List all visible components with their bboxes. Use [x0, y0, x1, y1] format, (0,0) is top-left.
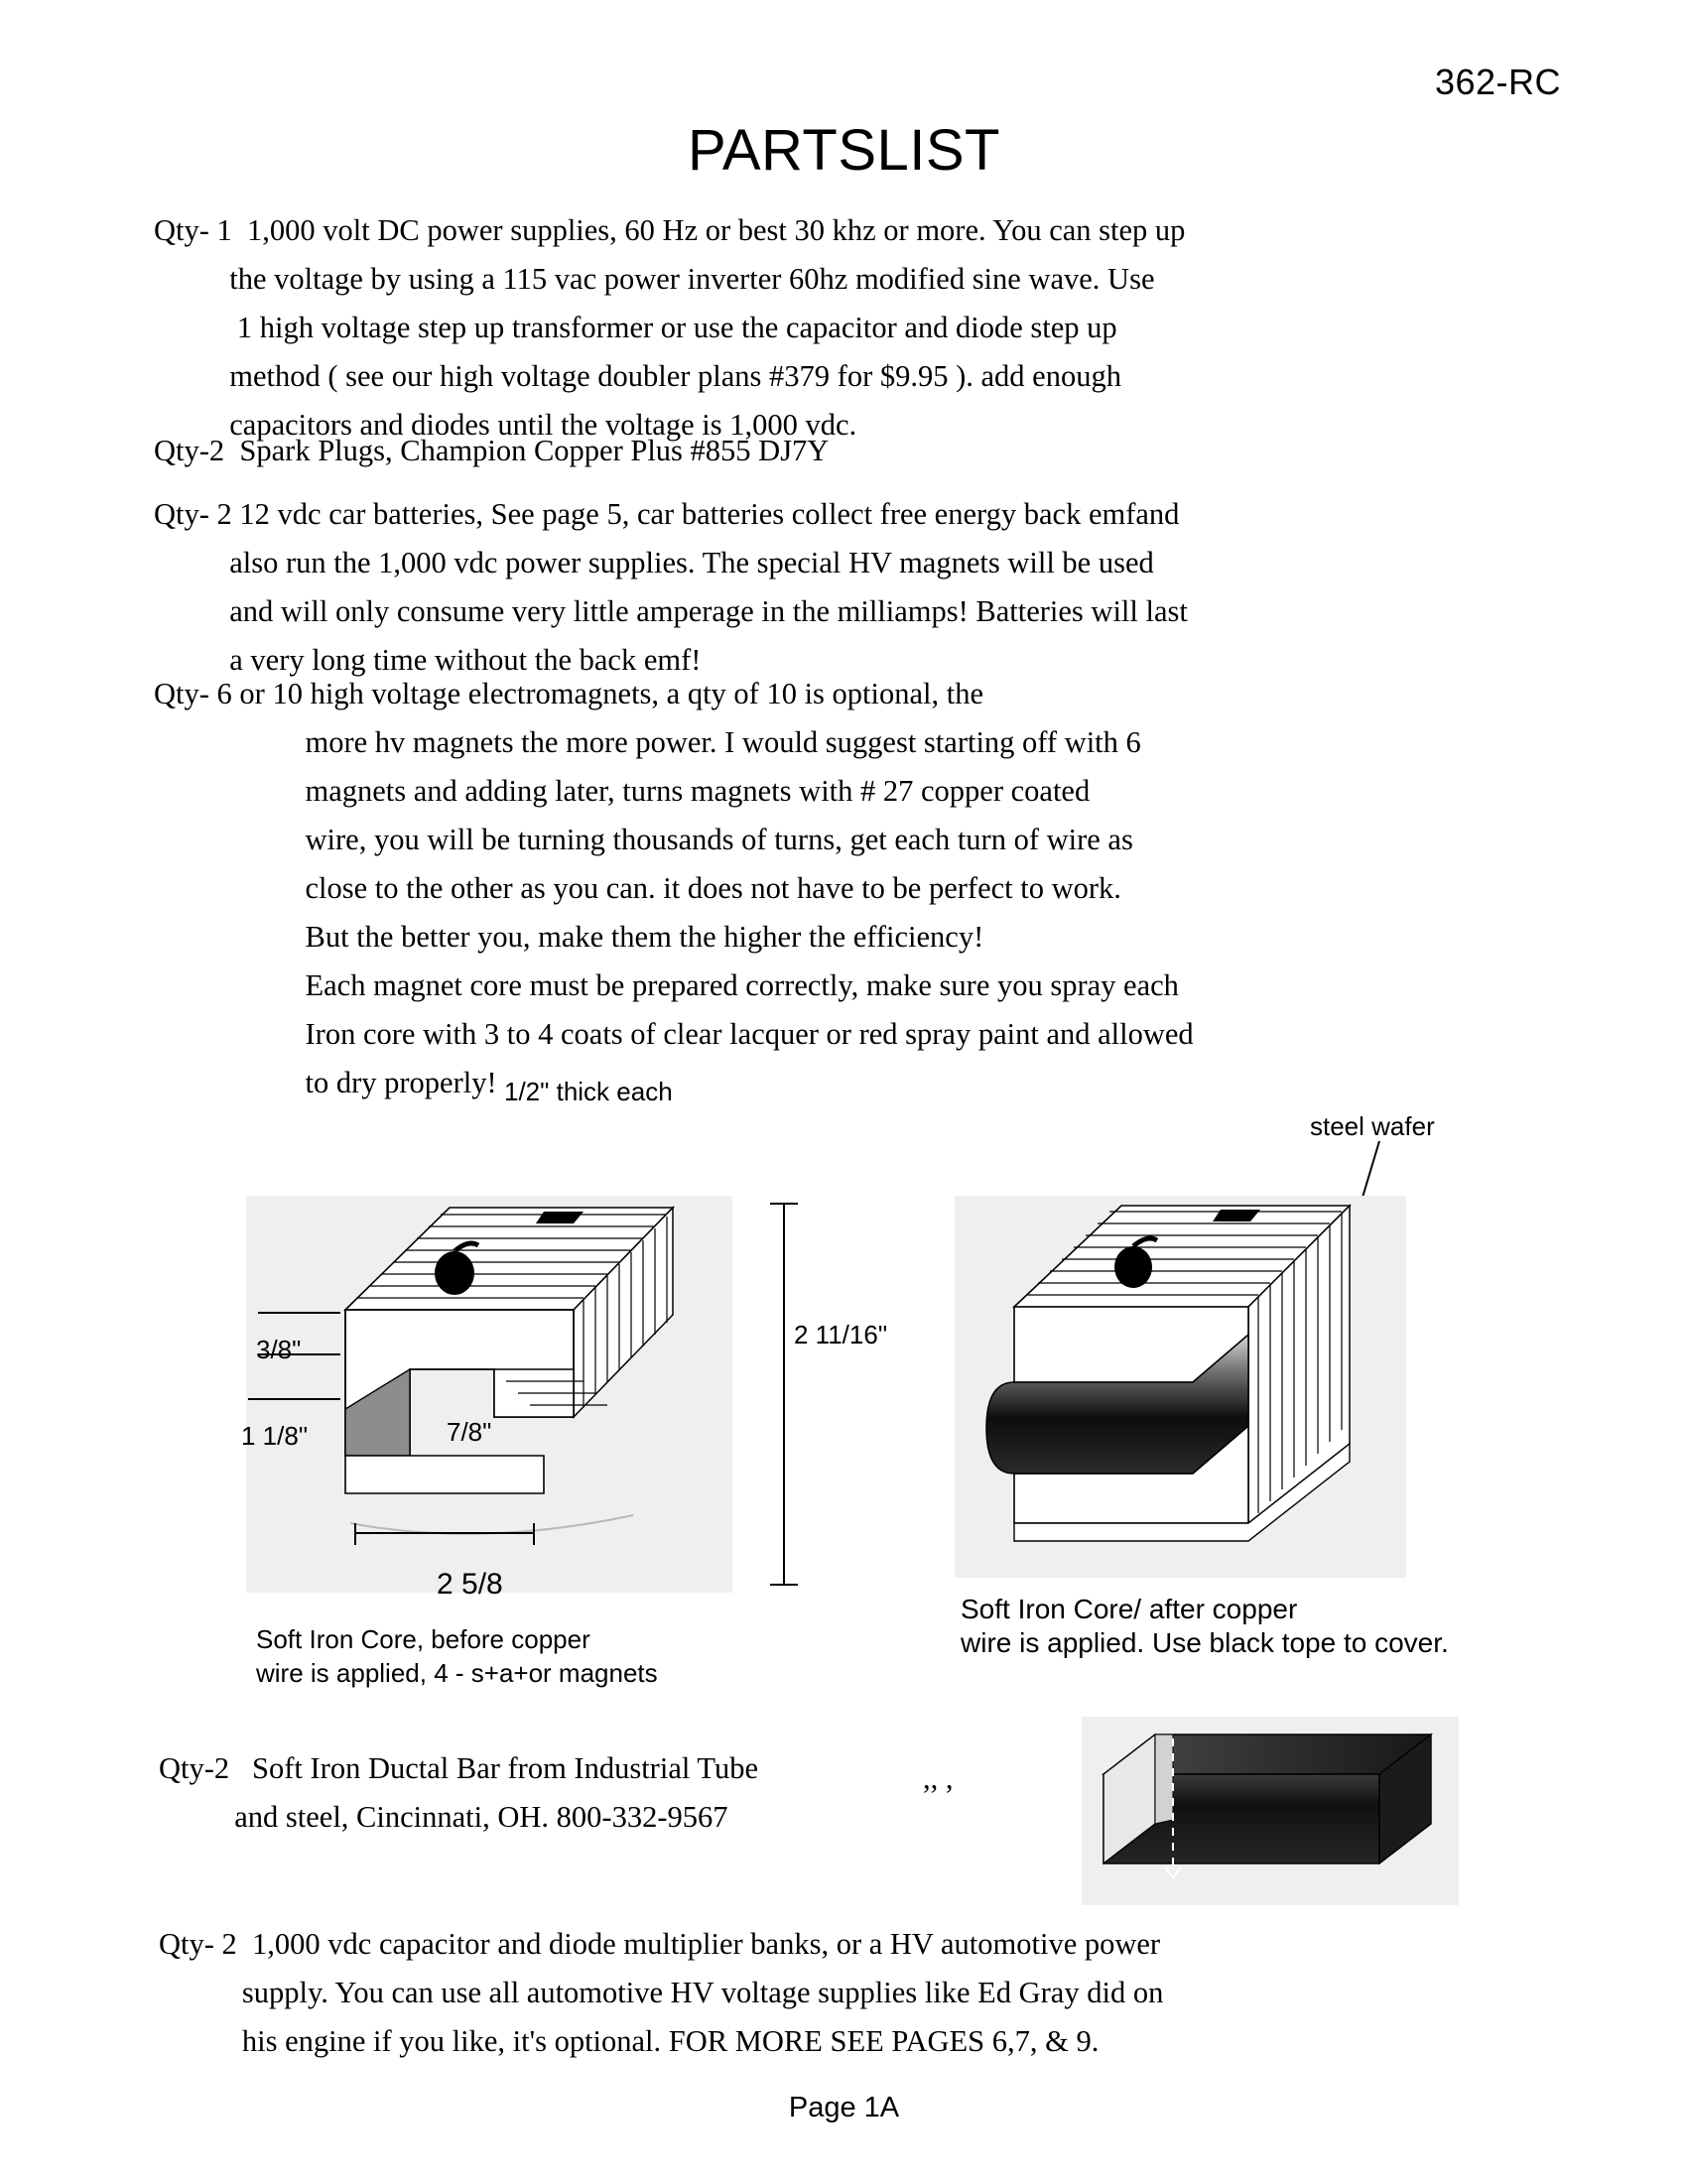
- dimension-two-and-five-eighths: 2 5/8: [437, 1568, 503, 1601]
- parts-entry-1-line-1: Qty- 1 1,000 volt DC power supplies, 60 Hz or best 30 khz or more. You can step up: [154, 213, 1186, 247]
- parts-entry-5-line-2: and steel, Cincinnati, OH. 800-332-9567: [159, 1800, 728, 1834]
- steel-wafer-label: steel wafer: [1310, 1111, 1435, 1141]
- right-figure-caption: [961, 1593, 1449, 1660]
- document-code: 362-RC: [1434, 62, 1561, 102]
- parts-entry-4-line-9: to dry properly!: [154, 1066, 497, 1099]
- parts-entry-1-line-3: 1 high voltage step up transformer or use the capacitor and diode step up: [154, 311, 1117, 344]
- left-figure-caption-line-1: Soft Iron Core, before copper: [256, 1624, 590, 1654]
- page-footer: Page 1A: [788, 2092, 900, 2123]
- dimension-two-and-eleven-sixteenths: 2 11/16": [794, 1320, 888, 1349]
- iron-core-after-drawing: [955, 1196, 1406, 1578]
- parts-entry-4-line-8: Iron core with 3 to 4 coats of clear lacquer or red spray paint and allowed: [154, 1017, 1194, 1051]
- right-figure-caption-line-1: Soft Iron Core/ after copper: [961, 1594, 1298, 1624]
- parts-entry-1-line-5: capacitors and diodes until the voltage is 1,000 vdc.: [154, 408, 857, 442]
- left-figure-caption: [256, 1622, 658, 1690]
- parts-entry-3: [154, 490, 1543, 685]
- left-figure-caption-line-2: wire is applied, 4 - s+a+or magnets: [256, 1658, 658, 1688]
- parts-entry-4-line-1: Qty- 6 or 10 high voltage electromagnets, a qty of 10 is optional, the: [154, 677, 984, 710]
- parts-entry-2-line-1: Qty-2 Spark Plugs, Champion Copper Plus #855 DJ7Y: [154, 434, 830, 467]
- parts-entry-4-line-7: Each magnet core must be prepared correctly, make sure you spray each: [154, 968, 1179, 1002]
- parts-entry-4-line-5: close to the other as you can. it does not have to be perfect to work.: [154, 871, 1121, 905]
- parts-entry-6-line-1: Qty- 2 1,000 vdc capacitor and diode multiplier banks, or a HV automotive power: [159, 1927, 1161, 1961]
- page-title: PARTSLIST: [687, 118, 1000, 183]
- iron-core-before-figure: [246, 1196, 732, 1593]
- parts-entry-1: [154, 206, 1543, 450]
- parts-entry-3-line-4: a very long time without the back emf!: [154, 643, 702, 677]
- parts-entry-5: [159, 1744, 953, 1842]
- dimension-three-eighths: 3/8": [256, 1335, 302, 1364]
- overall-height-dimension-line: [764, 1196, 804, 1593]
- parts-entry-6: [159, 1920, 1568, 2066]
- parts-entry-6-line-2: supply. You can use all automotive HV voltage supplies like Ed Gray did on: [159, 1976, 1164, 2009]
- ductal-bar-figure: [1082, 1717, 1459, 1905]
- ductal-bar-drawing: [1082, 1717, 1459, 1905]
- left-figure-dimensions: [246, 1196, 732, 1593]
- parts-entry-4-line-4: wire, you will be turning thousands of turns, get each turn of wire as: [154, 823, 1133, 856]
- parts-entry-2: [154, 427, 1543, 475]
- parts-entry-3-line-2: also run the 1,000 vdc power supplies. The special HV magnets will be used: [154, 546, 1154, 579]
- stray-quote-marks: ,, ,: [923, 1761, 954, 1795]
- parts-entry-4-line-3: magnets and adding later, turns magnets with # 27 copper coated: [154, 774, 1091, 808]
- parts-entry-3-line-1: Qty- 2 12 vdc car batteries, See page 5, car batteries collect free energy back emfand: [154, 497, 1180, 531]
- parts-entry-4: [154, 670, 1573, 1107]
- parts-entry-6-line-3: his engine if you like, it's optional. FOR MORE SEE PAGES 6,7, & 9.: [159, 2024, 1100, 2058]
- parts-entry-1-line-4: method ( see our high voltage doubler plans #379 for $9.95 ). add enough: [154, 359, 1121, 393]
- iron-core-after-figure: [955, 1196, 1406, 1578]
- thickness-note: 1/2" thick each: [504, 1077, 673, 1106]
- parts-entry-3-line-3: and will only consume very little amperage in the milliamps! Batteries will last: [154, 594, 1188, 628]
- parts-entry-5-line-1: Qty-2 Soft Iron Ductal Bar from Industrial Tube: [159, 1751, 758, 1785]
- parts-entry-4-line-2: more hv magnets the more power. I would suggest starting off with 6: [154, 725, 1141, 759]
- dimension-seven-eighths: 7/8": [447, 1417, 492, 1447]
- parts-entry-1-line-2: the voltage by using a 115 vac power inverter 60hz modified sine wave. Use: [154, 262, 1155, 296]
- parts-entry-4-line-6: But the better you, make them the higher the efficiency!: [154, 920, 984, 954]
- dimension-one-and-one-eighth: 1 1/8": [241, 1421, 309, 1451]
- right-figure-caption-line-2: wire is applied. Use black tope to cover.: [961, 1627, 1449, 1658]
